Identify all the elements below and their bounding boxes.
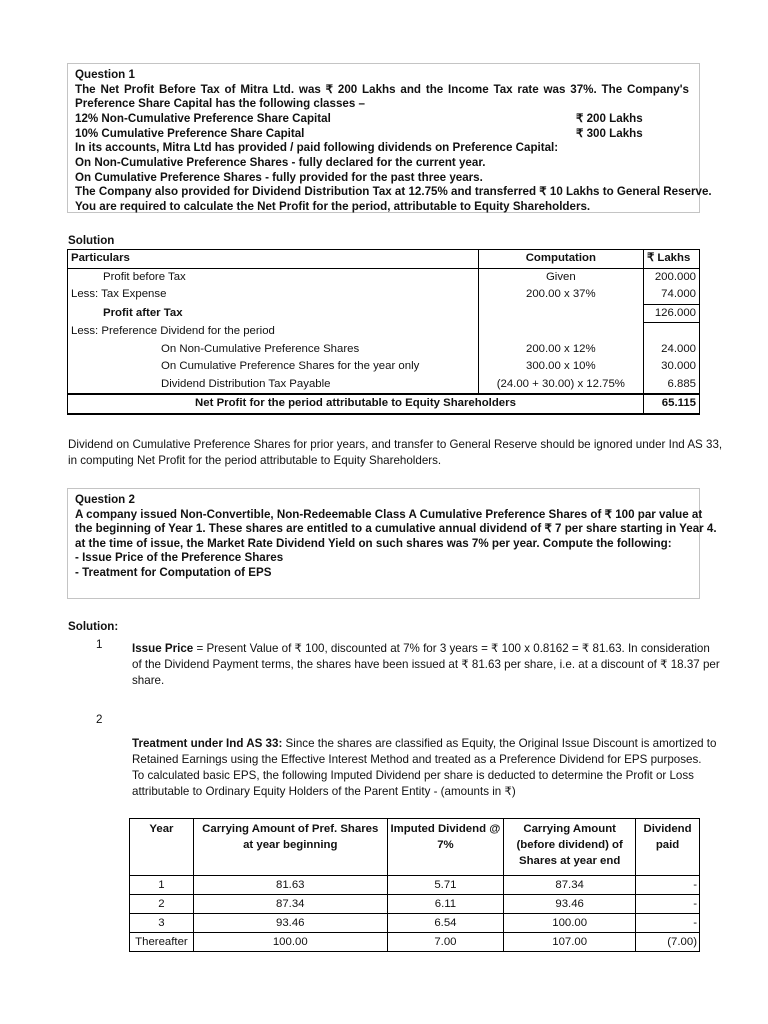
question-1-line: On Cumulative Preference Shares - fully provided for the past three years. — [75, 171, 483, 184]
table-row — [68, 323, 700, 341]
table-row — [68, 341, 700, 359]
particular-cell: On Non-Cumulative Preference Shares — [68, 341, 479, 359]
amount-cell — [643, 323, 699, 341]
paragraph-text: = Present Value of ₹ 100, discounted at 7% for 3 years = ₹ 100 x 0.8162 = ₹ 81.63. In consideration — [193, 642, 710, 655]
amount-cell: 24.000 — [643, 341, 699, 359]
question-1-line: The Net Profit Before Tax of Mitra Ltd. was ₹ 200 Lakhs and the Income Tax rate was 37%. The Company's — [75, 83, 689, 96]
pref-class-2-amount: ₹ 300 Lakhs — [576, 127, 643, 140]
paragraph-text: Retained Earnings using the Effective Interest Method and treated as a Preference Dividend for EPS purposes. — [132, 753, 702, 766]
question-2-line: the beginning of Year 1. These shares are entitled to a cumulative annual dividend of ₹ 7 per share starting in Year 4. — [75, 522, 717, 535]
issue-price-heading: Issue Price — [132, 642, 194, 655]
issue-price-paragraph — [132, 641, 720, 689]
header-year: Year — [130, 819, 194, 876]
imputed-dividend-table — [129, 818, 700, 952]
question-1-line: Preference Share Capital has the following classes – — [75, 97, 365, 110]
value-cell: 5.71 — [387, 876, 504, 895]
question-2-line: A company issued Non-Convertible, Non-Redeemable Class A Cumulative Preference Shares of ₹ 100 par value at — [75, 508, 703, 521]
header-particulars: Particulars — [68, 250, 479, 269]
treatment-heading: Treatment under Ind AS 33: — [132, 737, 283, 750]
item-number: 2 — [96, 713, 103, 726]
year-cell: 1 — [130, 876, 194, 895]
header-carrying-beginning: Carrying Amount of Pref. Shares at year beginning — [193, 819, 387, 876]
particular-cell: Profit before Tax — [68, 268, 479, 286]
computation-cell: (24.00 + 30.00) x 12.75% — [478, 376, 643, 395]
computation-cell: Given — [478, 268, 643, 286]
treatment-paragraph — [132, 736, 717, 800]
amount-cell: 30.000 — [643, 358, 699, 376]
solution-1-note: in computing Net Profit for the period attributable to Equity Shareholders. — [68, 454, 442, 467]
paragraph-text: of the Dividend Payment terms, the shares have been issued at ₹ 81.63 per share, i.e. at a discount of ₹ 18.37 per — [132, 658, 720, 671]
year-cell: 3 — [130, 914, 194, 933]
paragraph-text: share. — [132, 674, 165, 687]
particular-cell: Less: Preference Dividend for the period — [68, 323, 479, 341]
value-cell: 100.00 — [193, 933, 387, 952]
question-1-title: Question 1 — [75, 68, 135, 81]
header-computation: Computation — [478, 250, 643, 269]
dividend-cell: - — [636, 895, 700, 914]
value-cell: 100.00 — [504, 914, 636, 933]
value-cell: 107.00 — [504, 933, 636, 952]
table-row — [68, 376, 700, 395]
solution-1-label: Solution — [68, 234, 115, 247]
pref-class-1-amount: ₹ 200 Lakhs — [576, 112, 643, 125]
total-value: 65.115 — [643, 394, 699, 414]
item-number: 1 — [96, 638, 103, 651]
solution-1-table — [67, 249, 700, 415]
table-row — [68, 304, 700, 323]
table-header-row — [130, 819, 700, 876]
paragraph-text: Since the shares are classified as Equity, the Original Issue Discount is amortized to — [282, 737, 717, 750]
particular-cell: Profit after Tax — [68, 304, 479, 323]
header-imputed-dividend: Imputed Dividend @ 7% — [387, 819, 504, 876]
question-2-line: at the time of issue, the Market Rate Dividend Yield on such shares was 7% per year. Compute the following: — [75, 537, 672, 550]
dividend-cell: (7.00) — [636, 933, 700, 952]
question-2-line: - Treatment for Computation of EPS — [75, 566, 272, 579]
value-cell: 6.11 — [387, 895, 504, 914]
amount-cell: 74.000 — [643, 286, 699, 304]
table-row — [68, 268, 700, 286]
header-lakhs: ₹ Lakhs — [643, 250, 699, 269]
header-carrying-end: Carrying Amount (before dividend) of Shares at year end — [504, 819, 636, 876]
dividend-cell: - — [636, 914, 700, 933]
value-cell: 6.54 — [387, 914, 504, 933]
computation-cell — [478, 304, 643, 323]
table-row — [130, 876, 700, 895]
solution-2-label: Solution: — [68, 620, 119, 633]
pref-class-1-label: 12% Non-Cumulative Preference Share Capital — [75, 112, 331, 125]
value-cell: 7.00 — [387, 933, 504, 952]
question-2-line: - Issue Price of the Preference Shares — [75, 551, 284, 564]
table-header-row — [68, 250, 700, 269]
computation-cell — [478, 323, 643, 341]
paragraph-text: To calculated basic EPS, the following Imputed Dividend per share is deducted to determine the Profit or Loss — [132, 769, 694, 782]
solution-1-note: Dividend on Cumulative Preference Shares for prior years, and transfer to General Reserve should be ignored under Ind AS 33, — [68, 438, 723, 451]
total-row — [68, 394, 700, 414]
computation-cell: 200.00 x 12% — [478, 341, 643, 359]
value-cell: 93.46 — [193, 914, 387, 933]
question-1-line: In its accounts, Mitra Ltd has provided / paid following dividends on Preference Capital: — [75, 141, 559, 154]
pref-class-2-label: 10% Cumulative Preference Share Capital — [75, 127, 305, 140]
question-1-line: You are required to calculate the Net Profit for the period, attributable to Equity Shareholders. — [75, 200, 591, 213]
question-2-title: Question 2 — [75, 493, 135, 506]
particular-cell: On Cumulative Preference Shares for the year only — [68, 358, 479, 376]
dividend-cell: - — [636, 876, 700, 895]
table-row — [130, 895, 700, 914]
question-1-line: The Company also provided for Dividend Distribution Tax at 12.75% and transferred ₹ 10 Lakhs to General Reserve. — [75, 185, 712, 198]
value-cell: 81.63 — [193, 876, 387, 895]
total-label: Net Profit for the period attributable to Equity Shareholders — [68, 394, 644, 414]
value-cell: 87.34 — [193, 895, 387, 914]
year-cell: 2 — [130, 895, 194, 914]
table-row — [68, 286, 700, 304]
computation-cell: 300.00 x 10% — [478, 358, 643, 376]
value-cell: 87.34 — [504, 876, 636, 895]
paragraph-text: attributable to Ordinary Equity Holders of the Parent Entity - (amounts in ₹) — [132, 785, 516, 798]
amount-cell: 200.000 — [643, 268, 699, 286]
value-cell: 93.46 — [504, 895, 636, 914]
table-row — [130, 933, 700, 952]
particular-cell: Less: Tax Expense — [68, 286, 479, 304]
computation-cell: 200.00 x 37% — [478, 286, 643, 304]
amount-cell: 6.885 — [643, 376, 699, 395]
amount-cell: 126.000 — [643, 304, 699, 323]
table-row — [130, 914, 700, 933]
header-dividend-paid: Dividend paid — [636, 819, 700, 876]
year-cell: Thereafter — [130, 933, 194, 952]
particular-cell: Dividend Distribution Tax Payable — [68, 376, 479, 395]
table-row — [68, 358, 700, 376]
question-1-line: On Non-Cumulative Preference Shares - fully declared for the current year. — [75, 156, 486, 169]
